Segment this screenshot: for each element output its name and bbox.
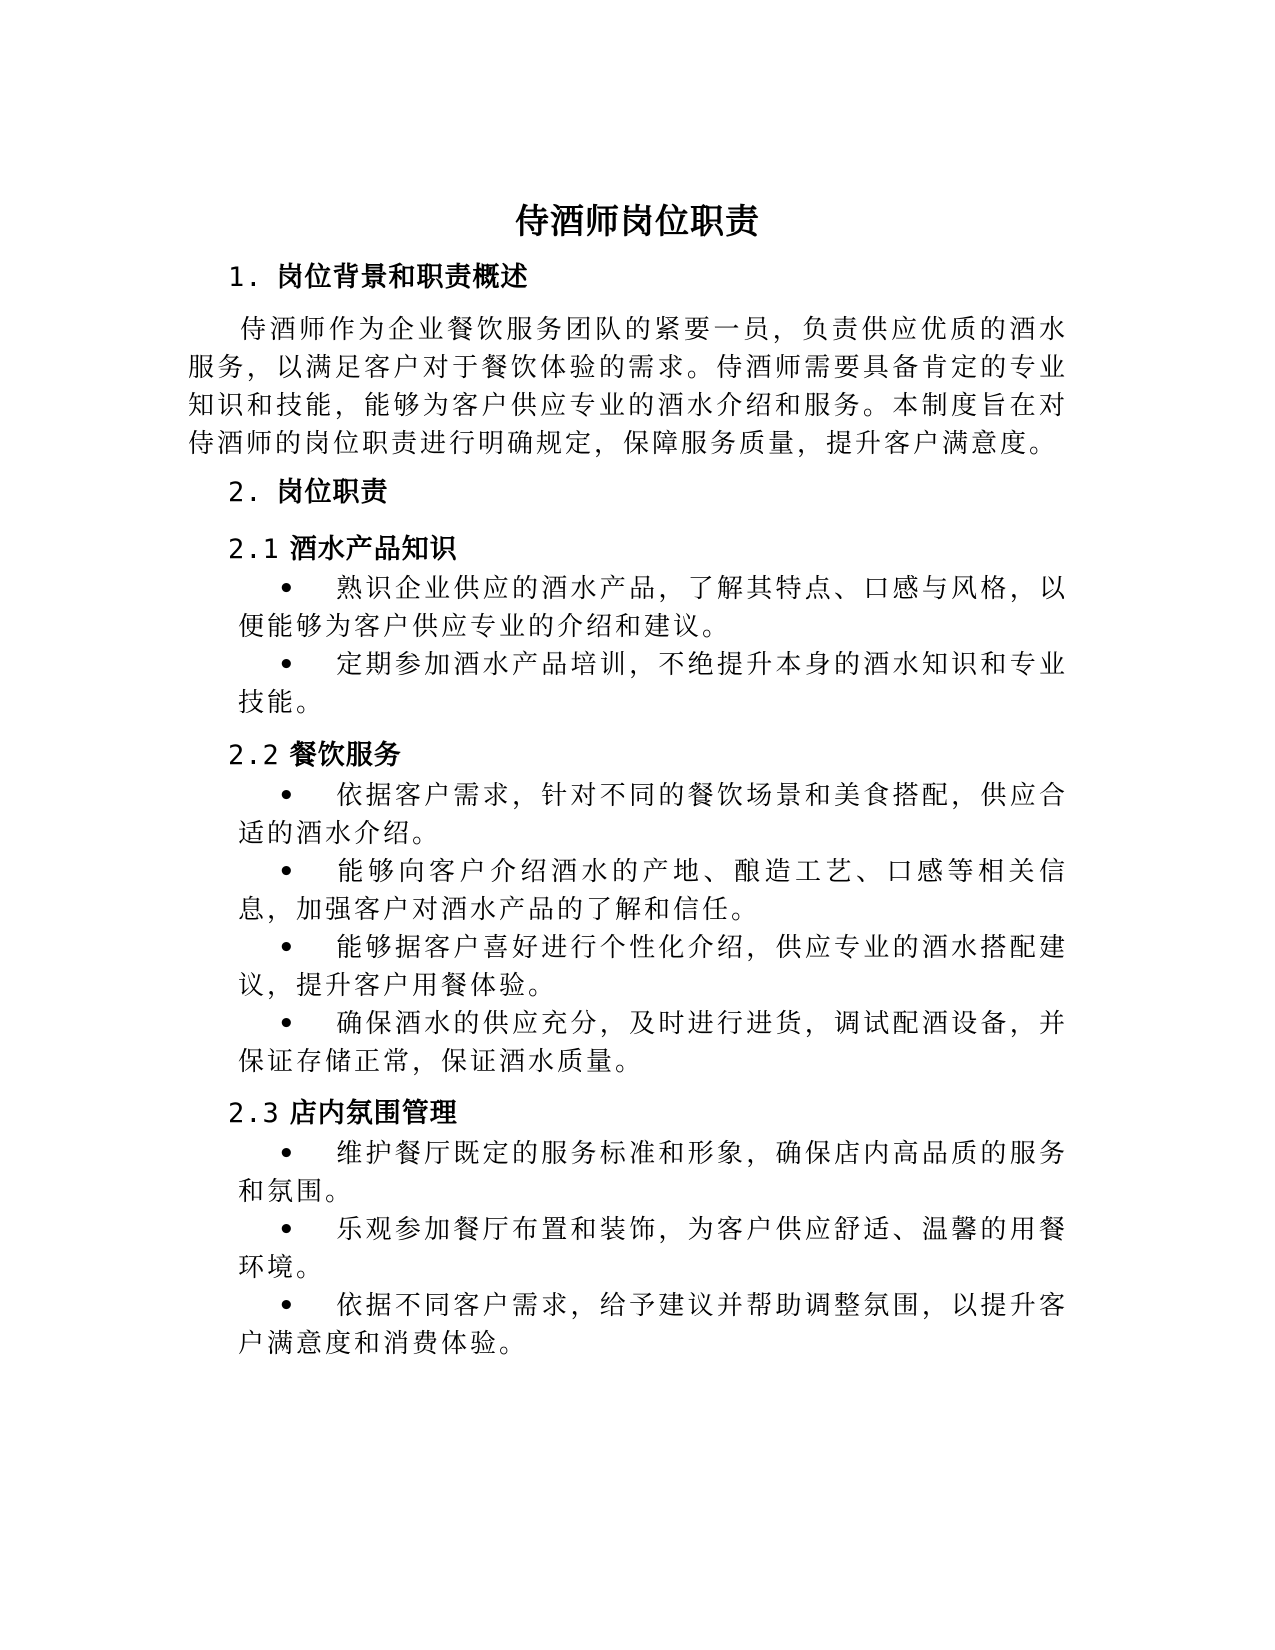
subsection-title: 店内氛围管理: [289, 1098, 458, 1129]
section-heading: [228, 260, 529, 296]
bullet-text: 确保酒水的供应充分，及时进行进货，调试配酒设备，并保证存储正常，保证酒水质量。: [238, 1009, 1068, 1077]
bullet-marker: •: [278, 650, 298, 680]
bullet-marker: •: [278, 1215, 298, 1245]
bullet-item: [238, 1287, 1068, 1363]
section-paragraph: 侍酒师作为企业餐饮服务团队的紧要一员，负责供应优质的酒水服务，以满足客户对于餐饮体验的需求。侍酒师需要具备肯定的专业知识和技能，能够为客户供应专业的酒水介绍和服务。本制度旨在对侍酒师的岗位职责进行明确规定，保障服务质量，提升客户满意度。: [188, 315, 1068, 459]
subsection-number: 2.2: [228, 740, 280, 771]
section-title: 岗位背景和职责概述: [276, 262, 529, 293]
document-title: 侍酒师岗位职责: [515, 202, 760, 242]
subsection-heading: [228, 1096, 458, 1132]
bullet-marker: •: [278, 781, 298, 811]
bullet-text: 定期参加酒水产品培训，不绝提升本身的酒水知识和专业技能。: [238, 650, 1068, 718]
bullet-item: [238, 646, 1068, 722]
subsection-number: 2.1: [228, 534, 280, 565]
bullet-text: 维护餐厅既定的服务标准和形象，确保店内高品质的服务和氛围。: [238, 1139, 1068, 1207]
bullet-marker: •: [278, 574, 298, 604]
bullet-marker: •: [278, 1139, 298, 1169]
bullet-marker: •: [278, 933, 298, 963]
subsection-title: 酒水产品知识: [289, 534, 458, 565]
bullet-item: [238, 929, 1068, 1005]
subsection-title: 餐饮服务: [289, 740, 402, 771]
bullet-item: [238, 853, 1068, 929]
subsection-number: 2.3: [228, 1098, 280, 1129]
bullet-marker: •: [278, 1009, 298, 1039]
bullet-item: [238, 570, 1068, 646]
section-number: 1.: [228, 262, 263, 293]
bullet-marker: •: [278, 1291, 298, 1321]
bullet-text: 能够据客户喜好进行个性化介绍，供应专业的酒水搭配建议，提升客户用餐体验。: [238, 933, 1068, 1001]
bullet-text: 熟识企业供应的酒水产品，了解其特点、口感与风格，以便能够为客户供应专业的介绍和建议。: [238, 574, 1068, 642]
bullet-item: [238, 1135, 1068, 1211]
bullet-marker: •: [278, 857, 298, 887]
bullet-text: 依据不同客户需求，给予建议并帮助调整氛围，以提升客户满意度和消费体验。: [238, 1291, 1068, 1359]
section-number: 2.: [228, 477, 263, 508]
bullet-text: 依据客户需求，针对不同的餐饮场景和美食搭配，供应合适的酒水介绍。: [238, 781, 1068, 849]
bullet-item: [238, 1005, 1068, 1081]
subsection-heading: [228, 532, 458, 568]
bullet-item: [238, 777, 1068, 853]
bullet-text: 能够向客户介绍酒水的产地、酿造工艺、口感等相关信息，加强客户对酒水产品的了解和信任。: [238, 857, 1068, 925]
section-heading: [228, 475, 389, 511]
bullet-text: 乐观参加餐厅布置和装饰，为客户供应舒适、温馨的用餐环境。: [238, 1215, 1068, 1283]
section-title: 岗位职责: [276, 477, 389, 508]
bullet-item: [238, 1211, 1068, 1287]
subsection-heading: [228, 738, 402, 774]
